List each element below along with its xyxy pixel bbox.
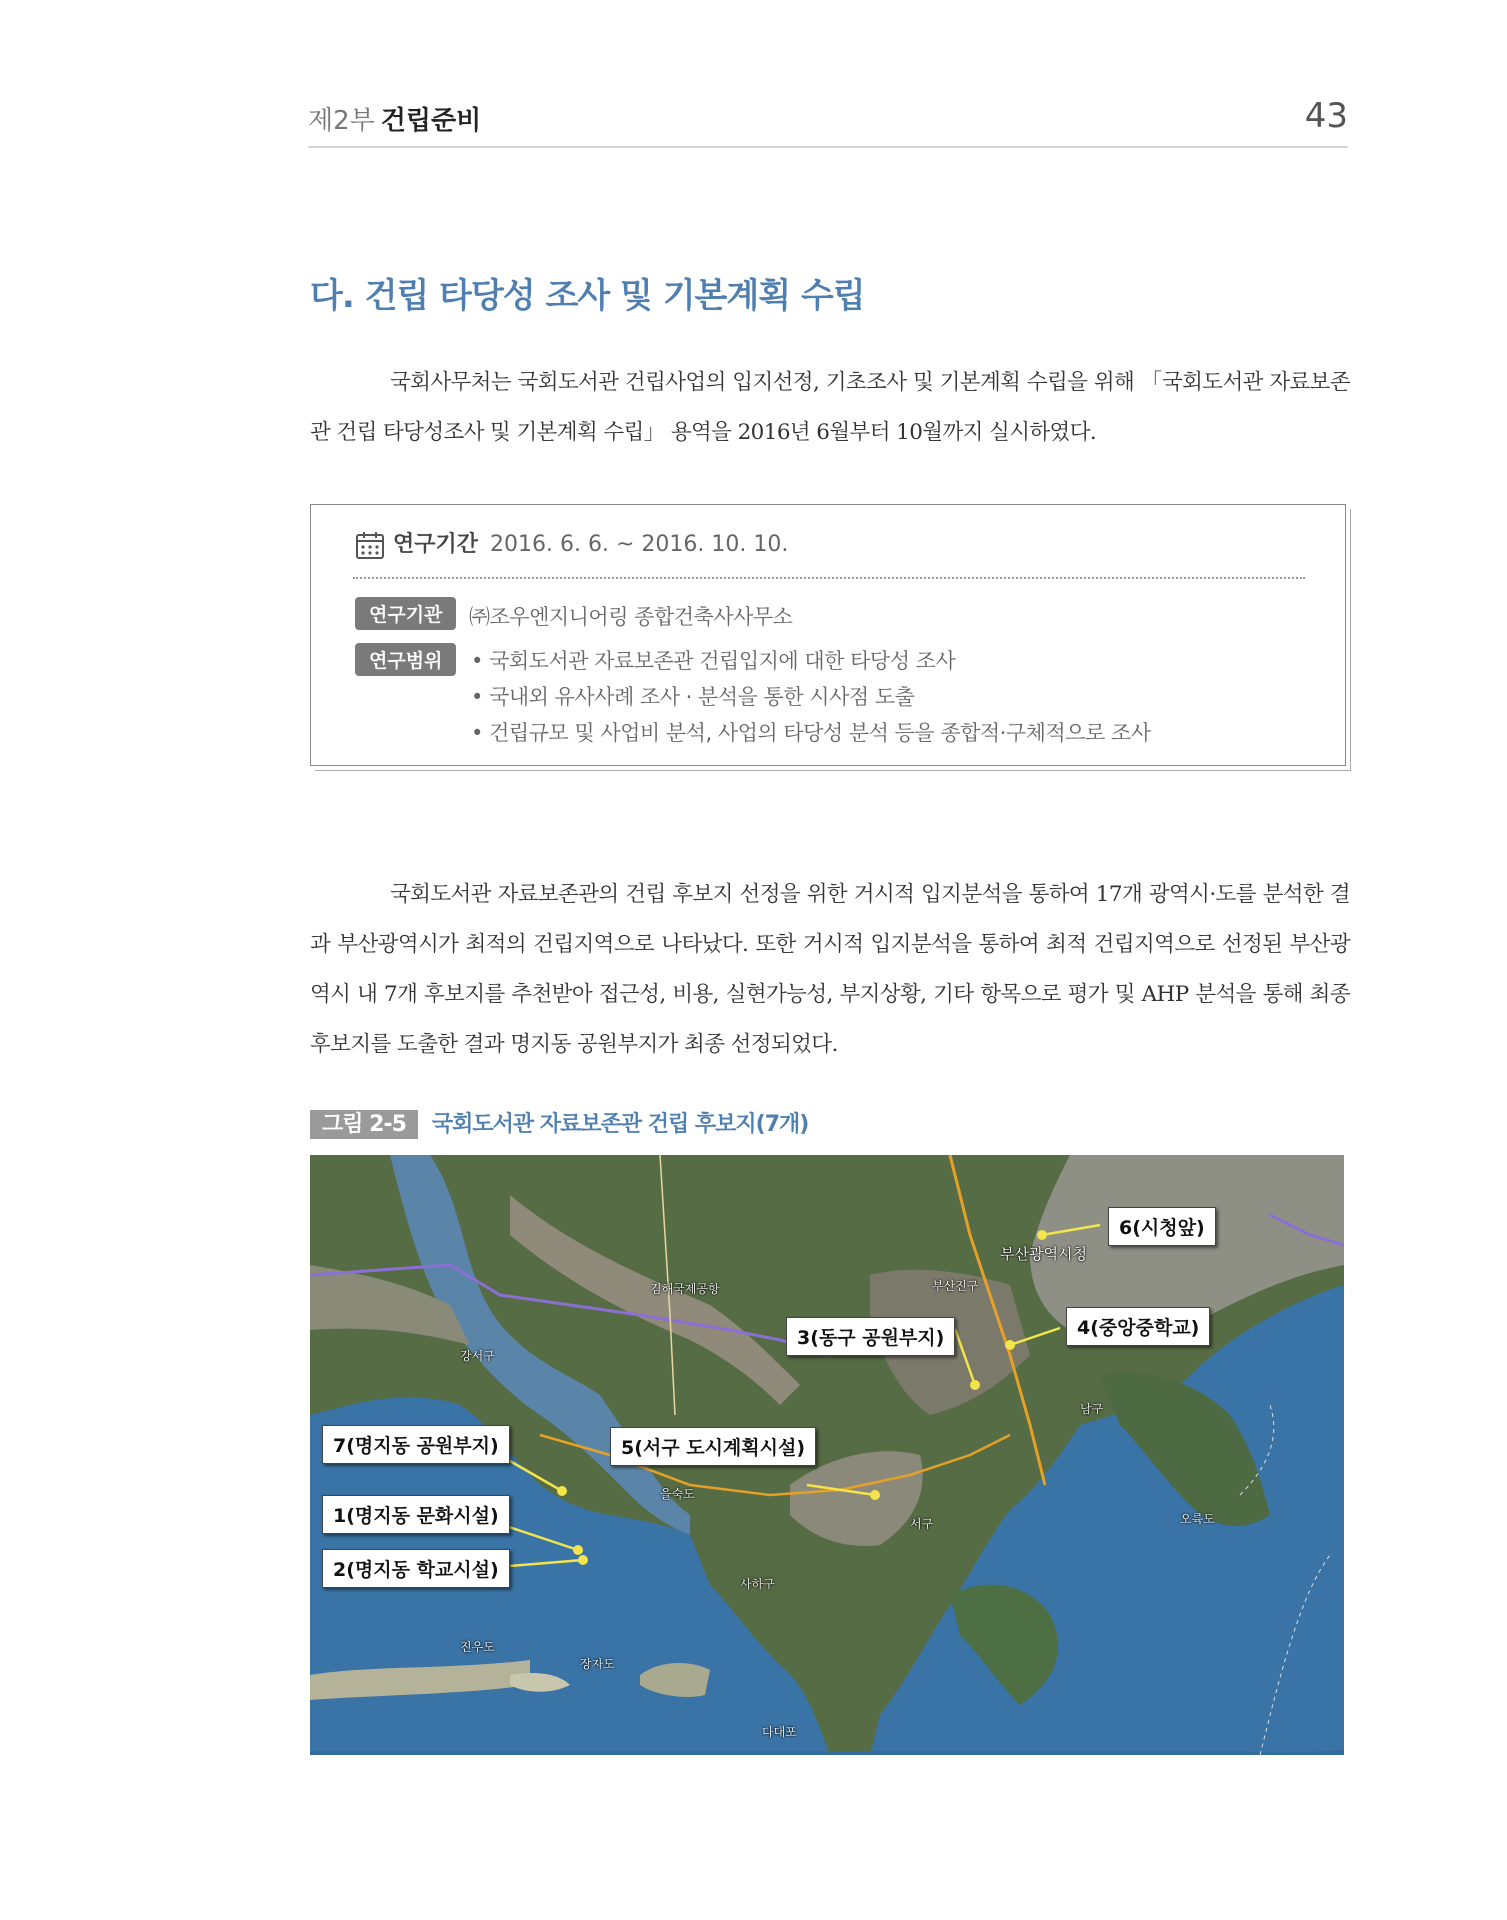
org-label: 연구기관 bbox=[355, 597, 456, 630]
callout-site-1: 1(명지동 문화시설) bbox=[322, 1495, 510, 1534]
calendar-icon bbox=[355, 530, 385, 560]
callout-site-3: 3(동구 공원부지) bbox=[786, 1317, 955, 1356]
callout-site-6: 6(시청앞) bbox=[1108, 1207, 1216, 1246]
callout-site-4: 4(중앙중학교) bbox=[1066, 1307, 1210, 1346]
scope-item: • 국내외 유사사례 조사 · 분석을 통한 시사점 도출 bbox=[471, 679, 1151, 715]
callout-site-5: 5(서구 도시계획시설) bbox=[610, 1427, 816, 1466]
scope-list bbox=[471, 643, 1151, 751]
map-label-eulsukdo: 을숙도 bbox=[660, 1487, 695, 1501]
study-period bbox=[355, 527, 788, 560]
analysis-paragraph: 국회도서관 자료보존관의 건립 후보지 선정을 위한 거시적 입지분석을 통하여 17개 광역시·도를 분석한 결과 부산광역시가 최적의 건립지역으로 나타났다. 또한 거시적 입지분석을 통하여 최적 건립지역으로 선정된 부산광역시 내 7개 후보지를 추천받아 접근성, 비용, 실현가능성, 부지상황, 기타 항목으로 평가 및 AHP 분석을 통해 최종 후보지를 도출한 결과 명지동 공원부지가 최종 선정되었다. bbox=[310, 882, 1350, 1057]
page-header bbox=[308, 96, 1348, 148]
callout-site-2: 2(명지동 학교시설) bbox=[322, 1549, 510, 1588]
map-label-jinudo: 진우도 bbox=[460, 1640, 495, 1654]
scope-item: • 건립규모 및 사업비 분석, 사업의 타당성 분석 등을 종합적·구체적으로 조사 bbox=[471, 715, 1151, 751]
scope-item: • 국회도서관 자료보존관 건립입지에 대한 타당성 조사 bbox=[471, 643, 1151, 679]
map-label-jangjado: 장자도 bbox=[580, 1657, 615, 1671]
map-label-namgu: 남구 bbox=[1080, 1402, 1104, 1416]
period-value: 2016. 6. 6. ~ 2016. 10. 10. bbox=[490, 532, 789, 557]
scope-label: 연구범위 bbox=[355, 643, 456, 676]
period-label: 연구기간 bbox=[393, 532, 479, 557]
part-label: 제2부 건립준비 bbox=[308, 106, 482, 136]
org-value: ㈜조우엔지니어링 종합건축사사무소 bbox=[469, 605, 793, 629]
page-number: 43 bbox=[1304, 96, 1348, 136]
figure-number: 그림 2-5 bbox=[310, 1110, 418, 1139]
dotted-divider bbox=[353, 577, 1305, 579]
intro-paragraph: 국회사무처는 국회도서관 건립사업의 입지선정, 기초조사 및 기본계획 수립을 위해 「국회도서관 자료보존관 건립 타당성조사 및 기본계획 수립」 용역을 2016년 6월부터 10월까지 실시하였다. bbox=[310, 370, 1350, 445]
map-label-airport: 김해국제공항 bbox=[650, 1282, 720, 1296]
map-label-gangseo: 강서구 bbox=[460, 1349, 495, 1363]
chapter-title: 건립준비 bbox=[380, 106, 482, 136]
candidate-site-map bbox=[310, 1155, 1344, 1755]
map-label-saha: 사하구 bbox=[740, 1577, 775, 1591]
figure-caption: 국회도서관 자료보존관 건립 후보지(7개) bbox=[431, 1112, 809, 1137]
figure-label bbox=[310, 1107, 808, 1138]
map-label-city-hall: 부산광역시청 bbox=[1000, 1245, 1087, 1263]
callout-site-7: 7(명지동 공원부지) bbox=[322, 1425, 510, 1464]
map-label-seogu: 서구 bbox=[910, 1517, 934, 1531]
section-title: 다. 건립 타당성 조사 및 기본계획 수립 bbox=[310, 276, 865, 316]
map-label-busanjin: 부산진구 bbox=[932, 1279, 979, 1293]
study-info-box bbox=[310, 504, 1346, 766]
map-label-dadaepo: 다대포 bbox=[762, 1725, 797, 1739]
map-label-oryukdo: 오륙도 bbox=[1180, 1512, 1215, 1526]
